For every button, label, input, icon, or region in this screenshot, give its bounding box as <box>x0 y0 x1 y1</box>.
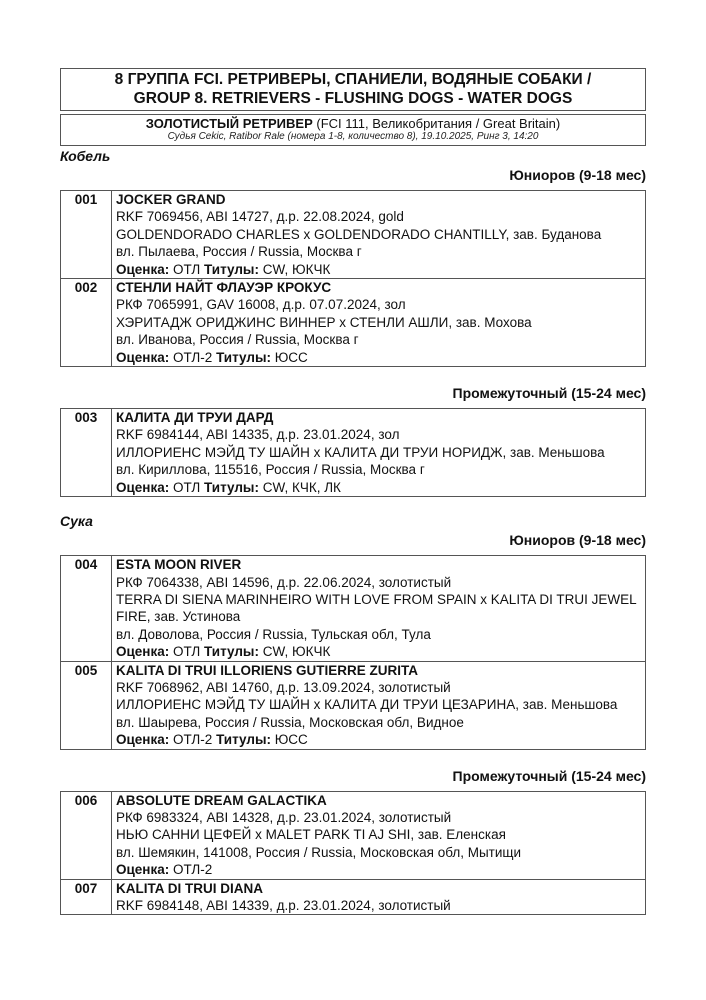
sex-heading-male: Кобель <box>60 148 111 164</box>
breed-info: (FCI 111, Великобритания / Great Britain) <box>312 116 561 131</box>
dog-name: КАЛИТА ДИ ТРУИ ДАРД <box>116 410 274 426</box>
dog-registration: РКФ 7064338, ABI 14596, д.р. 22.06.2024, золотистый <box>116 574 452 590</box>
dog-name: СТЕНЛИ НАЙТ ФЛАУЭР КРОКУС <box>116 280 332 296</box>
dog-owner: вл. Кириллова, 115516, Россия / Russia, Москва г <box>116 462 425 478</box>
grade-value: ОТЛ-2 <box>169 732 217 748</box>
grade-label: Оценка: <box>116 349 170 365</box>
dog-registration: RKF 7069456, ABI 14727, д.р. 22.08.2024, gold <box>116 209 404 225</box>
dog-owner: вл. Доволова, Россия / Russia, Тульская обл, Тула <box>116 626 431 642</box>
class-heading-intermediate-female: Промежуточный (15-24 мес) <box>452 767 646 784</box>
titles-value: ЮСС <box>270 349 308 365</box>
dog-parents-breeder: НЬЮ САННИ ЦЕФЕЙ x MALET PARK TI AJ SHI, зав. Еленская <box>116 827 506 843</box>
table-row <box>61 556 646 661</box>
titles-label: Титулы: <box>204 644 259 660</box>
breed-header <box>60 114 646 146</box>
grade-value: ОТЛ <box>169 644 205 660</box>
entry-number: 001 <box>61 191 112 279</box>
dog-owner: вл. Иванова, Россия / Russia, Москва г <box>116 332 359 348</box>
dog-registration: РКФ 7065991, GAV 16008, д.р. 07.07.2024, зол <box>116 297 406 313</box>
titles-label: Титулы: <box>204 479 259 495</box>
group-header <box>60 68 646 111</box>
entry-number: 007 <box>61 879 112 915</box>
dog-name: ABSOLUTE DREAM GALACTIKA <box>116 792 327 808</box>
dog-result <box>116 349 641 366</box>
titles-label: Титулы: <box>216 732 271 748</box>
dog-parents-breeder: ХЭРИТАДЖ ОРИДЖИНС ВИННЕР x СТЕНЛИ АШЛИ, зав. Мохова <box>116 314 532 330</box>
entry-details <box>112 409 646 497</box>
grade-label: Оценка: <box>116 479 170 495</box>
titles-value: CW, КЧК, ЛК <box>258 479 341 495</box>
breed-name: ЗОЛОТИСТЫЙ РЕТРИВЕР <box>145 116 313 131</box>
entry-details <box>112 279 646 367</box>
entries-table <box>60 190 646 367</box>
table-row <box>61 279 646 367</box>
entry-number: 004 <box>61 556 112 661</box>
sex-heading-female: Сука <box>60 513 93 530</box>
dog-parents-breeder: TERRA DI SIENA MARINHEIRO WITH LOVE FROM SPAIN x KALITA DI TRUI JEWEL FIRE, зав. Устинова <box>116 591 637 625</box>
dog-parents-breeder: GOLDENDORADO CHARLES x GOLDENDORADO CHANTILLY, зав. Буданова <box>116 226 602 242</box>
entry-details <box>112 879 646 915</box>
class-heading-junior-female: Юниоров (9-18 мес) <box>509 532 646 549</box>
entry-details <box>112 661 646 749</box>
dog-parents-breeder: ИЛЛОРИЕНС МЭЙД ТУ ШАЙН x КАЛИТА ДИ ТРУИ ЦЕЗАРИНА, зав. Меньшова <box>116 697 618 713</box>
entries-table <box>60 555 646 749</box>
titles-value: ЮСС <box>270 732 308 748</box>
titles-label: Титулы: <box>204 261 259 277</box>
class-heading-junior-male: Юниоров (9-18 мес) <box>509 167 646 183</box>
grade-value: ОТЛ-2 <box>169 862 213 878</box>
entry-number: 005 <box>61 661 112 749</box>
table-row <box>61 791 646 879</box>
grade-label: Оценка: <box>116 261 170 277</box>
grade-value: ОТЛ <box>169 261 205 277</box>
dog-parents-breeder: ИЛЛОРИЕНС МЭЙД ТУ ШАЙН x КАЛИТА ДИ ТРУИ НОРИДЖ, зав. Меньшова <box>116 444 605 460</box>
table-row <box>61 879 646 915</box>
titles-value: CW, ЮКЧК <box>258 261 331 277</box>
entry-details <box>112 791 646 879</box>
grade-label: Оценка: <box>116 862 170 878</box>
entry-number: 003 <box>61 409 112 497</box>
catalog-page <box>60 68 646 915</box>
dog-owner: вл. Шаырева, Россия / Russia, Московская обл, Видное <box>116 714 464 730</box>
grade-value: ОТЛ-2 <box>169 349 217 365</box>
table-row <box>61 409 646 497</box>
grade-label: Оценка: <box>116 732 170 748</box>
titles-value: CW, ЮКЧК <box>258 644 331 660</box>
dog-registration: RKF 6984144, ABI 14335, д.р. 23.01.2024, зол <box>116 427 400 443</box>
dog-name: ESTA MOON RIVER <box>116 557 242 573</box>
dog-registration: РКФ 6983324, ABI 14328, д.р. 23.01.2024, золотистый <box>116 809 452 825</box>
dog-name: KALITA DI TRUI DIANA <box>116 880 263 896</box>
dog-name: JOCKER GRAND <box>116 192 226 207</box>
group-title-ru: 8 ГРУППА FCI. РЕТРИВЕРЫ, СПАНИЕЛИ, ВОДЯНЫЕ СОБАКИ / <box>114 71 592 88</box>
entry-details <box>112 556 646 661</box>
entry-number: 006 <box>61 791 112 879</box>
dog-owner: вл. Шемякин, 141008, Россия / Russia, Московская обл, Мытищи <box>116 844 522 860</box>
titles-label: Титулы: <box>216 349 271 365</box>
grade-value: ОТЛ <box>169 479 205 495</box>
dog-result <box>116 643 641 660</box>
table-row <box>61 661 646 749</box>
table-row <box>61 191 646 279</box>
dog-result <box>116 261 641 278</box>
dog-registration: RKF 7068962, ABI 14760, д.р. 13.09.2024, золотистый <box>116 679 451 695</box>
judge-info: Судья Cekic, Ratibor Rale (номера 1-8, количество 8), 19.10.2025, Ринг 3, 14:20 <box>167 131 539 142</box>
entries-table <box>60 791 646 916</box>
dog-owner: вл. Пылаева, Россия / Russia, Москва г <box>116 244 362 260</box>
breed-line <box>61 116 645 131</box>
dog-name: KALITA DI TRUI ILLORIENS GUTIERRE ZURITA <box>116 662 418 678</box>
group-title-en: GROUP 8. RETRIEVERS - FLUSHING DOGS - WATER DOGS <box>133 90 573 107</box>
class-heading-intermediate-male: Промежуточный (15-24 мес) <box>452 385 646 402</box>
dog-result <box>116 731 641 748</box>
dog-result <box>116 479 641 496</box>
grade-label: Оценка: <box>116 644 170 660</box>
entry-details <box>112 191 646 279</box>
entry-number: 002 <box>61 279 112 367</box>
dog-registration: RKF 6984148, ABI 14339, д.р. 23.01.2024, золотистый <box>116 898 451 913</box>
entries-table <box>60 408 646 497</box>
dog-result <box>116 861 641 878</box>
